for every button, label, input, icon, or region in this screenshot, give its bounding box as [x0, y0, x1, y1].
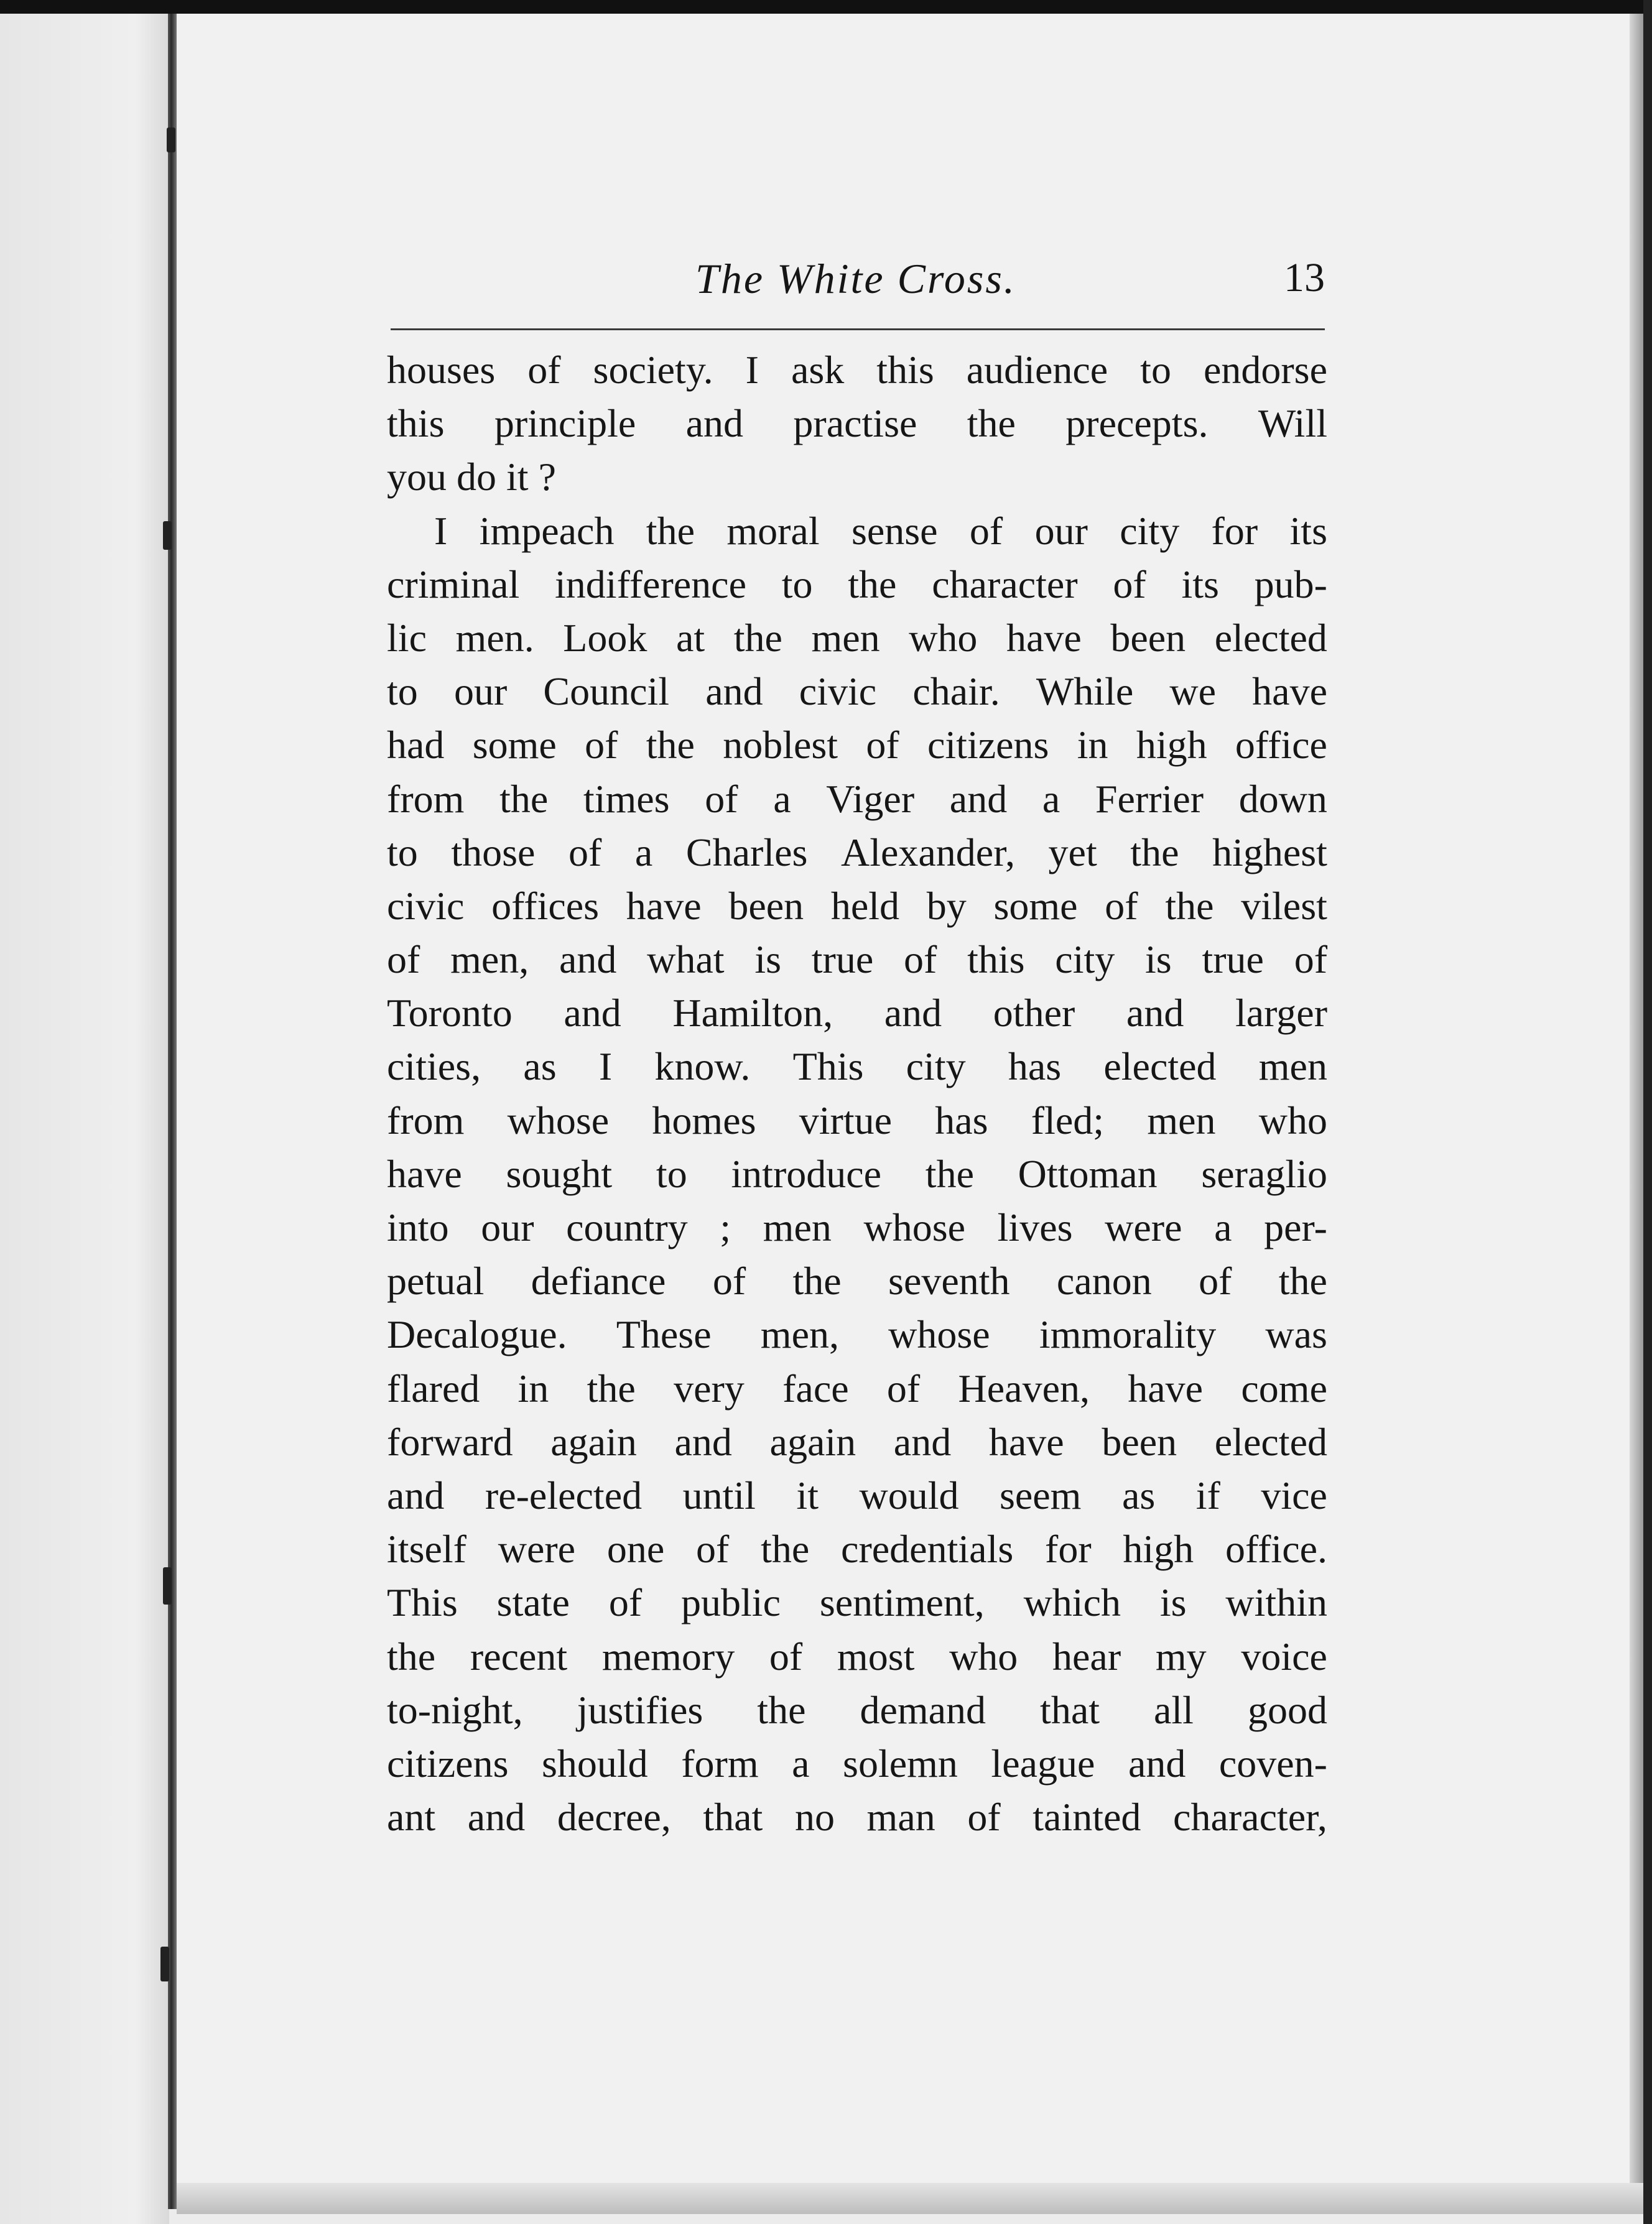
binding-mark: [160, 1947, 169, 1981]
text-line: into our country ; men whose lives were a per-: [387, 1205, 1327, 1249]
text-line: I impeach the moral sense of our city for its: [434, 508, 1327, 553]
text-line: had some of the noblest of citizens in high office: [387, 723, 1327, 767]
text-line: forward again and again and have been elected: [387, 1419, 1327, 1464]
page-number: 13: [1284, 255, 1325, 300]
text-line: itself were one of the credentials for high office.: [387, 1527, 1327, 1572]
page-header: [391, 246, 1325, 314]
text-line: from the times of a Viger and a Ferrier down: [387, 776, 1327, 821]
text-line: to our Council and civic chair. While we have: [387, 669, 1327, 714]
body-text: [387, 343, 1327, 1844]
text-line: the recent memory of most who hear my voice: [387, 1634, 1327, 1679]
text-line: flared in the very face of Heaven, have come: [387, 1366, 1327, 1411]
text-line: Decalogue. These men, whose immorality was: [387, 1312, 1327, 1357]
facing-left-page: [0, 14, 169, 2224]
text-line: Toronto and Hamilton, and other and larger: [387, 991, 1327, 1036]
running-title: The White Cross.: [695, 255, 1016, 302]
binding-mark: [163, 521, 172, 550]
scan-right-border: [1643, 0, 1652, 2224]
text-line: This state of public sentiment, which is within: [387, 1580, 1327, 1625]
page-edge-right: [1630, 14, 1643, 2209]
page-edge-bottom: [177, 2183, 1643, 2214]
text-line: this principle and practise the precepts. Will: [387, 401, 1327, 446]
text-line: from whose homes virtue has fled; men who: [387, 1098, 1327, 1142]
scan-top-border: [0, 0, 1652, 14]
binding-mark: [163, 1567, 172, 1605]
text-line: and re-elected until it would seem as if vice: [387, 1473, 1327, 1517]
text-line: have sought to introduce the Ottoman seraglio: [387, 1151, 1327, 1196]
text-line: to-night, justifies the demand that all good: [387, 1687, 1327, 1732]
text-line: petual defiance of the seventh canon of the: [387, 1259, 1327, 1304]
text-line: you do it ?: [387, 455, 556, 499]
text-line: cities, as I know. This city has elected men: [387, 1044, 1327, 1089]
text-line: lic men. Look at the men who have been elected: [387, 615, 1327, 660]
text-line: to those of a Charles Alexander, yet the highest: [387, 830, 1327, 874]
text-line: houses of society. I ask this audience to endorse: [387, 348, 1327, 392]
text-line: civic offices have been held by some of the vilest: [387, 883, 1327, 928]
text-line: citizens should form a solemn league and coven-: [387, 1741, 1327, 1786]
text-line: of men, and what is true of this city is true of: [387, 937, 1327, 982]
book-spine: [168, 14, 177, 2209]
header-rule: [391, 328, 1325, 330]
binding-mark: [167, 127, 175, 152]
text-line: criminal indifference to the character of its pub-: [387, 562, 1327, 606]
text-line: ant and decree, that no man of tainted character,: [387, 1795, 1327, 1840]
